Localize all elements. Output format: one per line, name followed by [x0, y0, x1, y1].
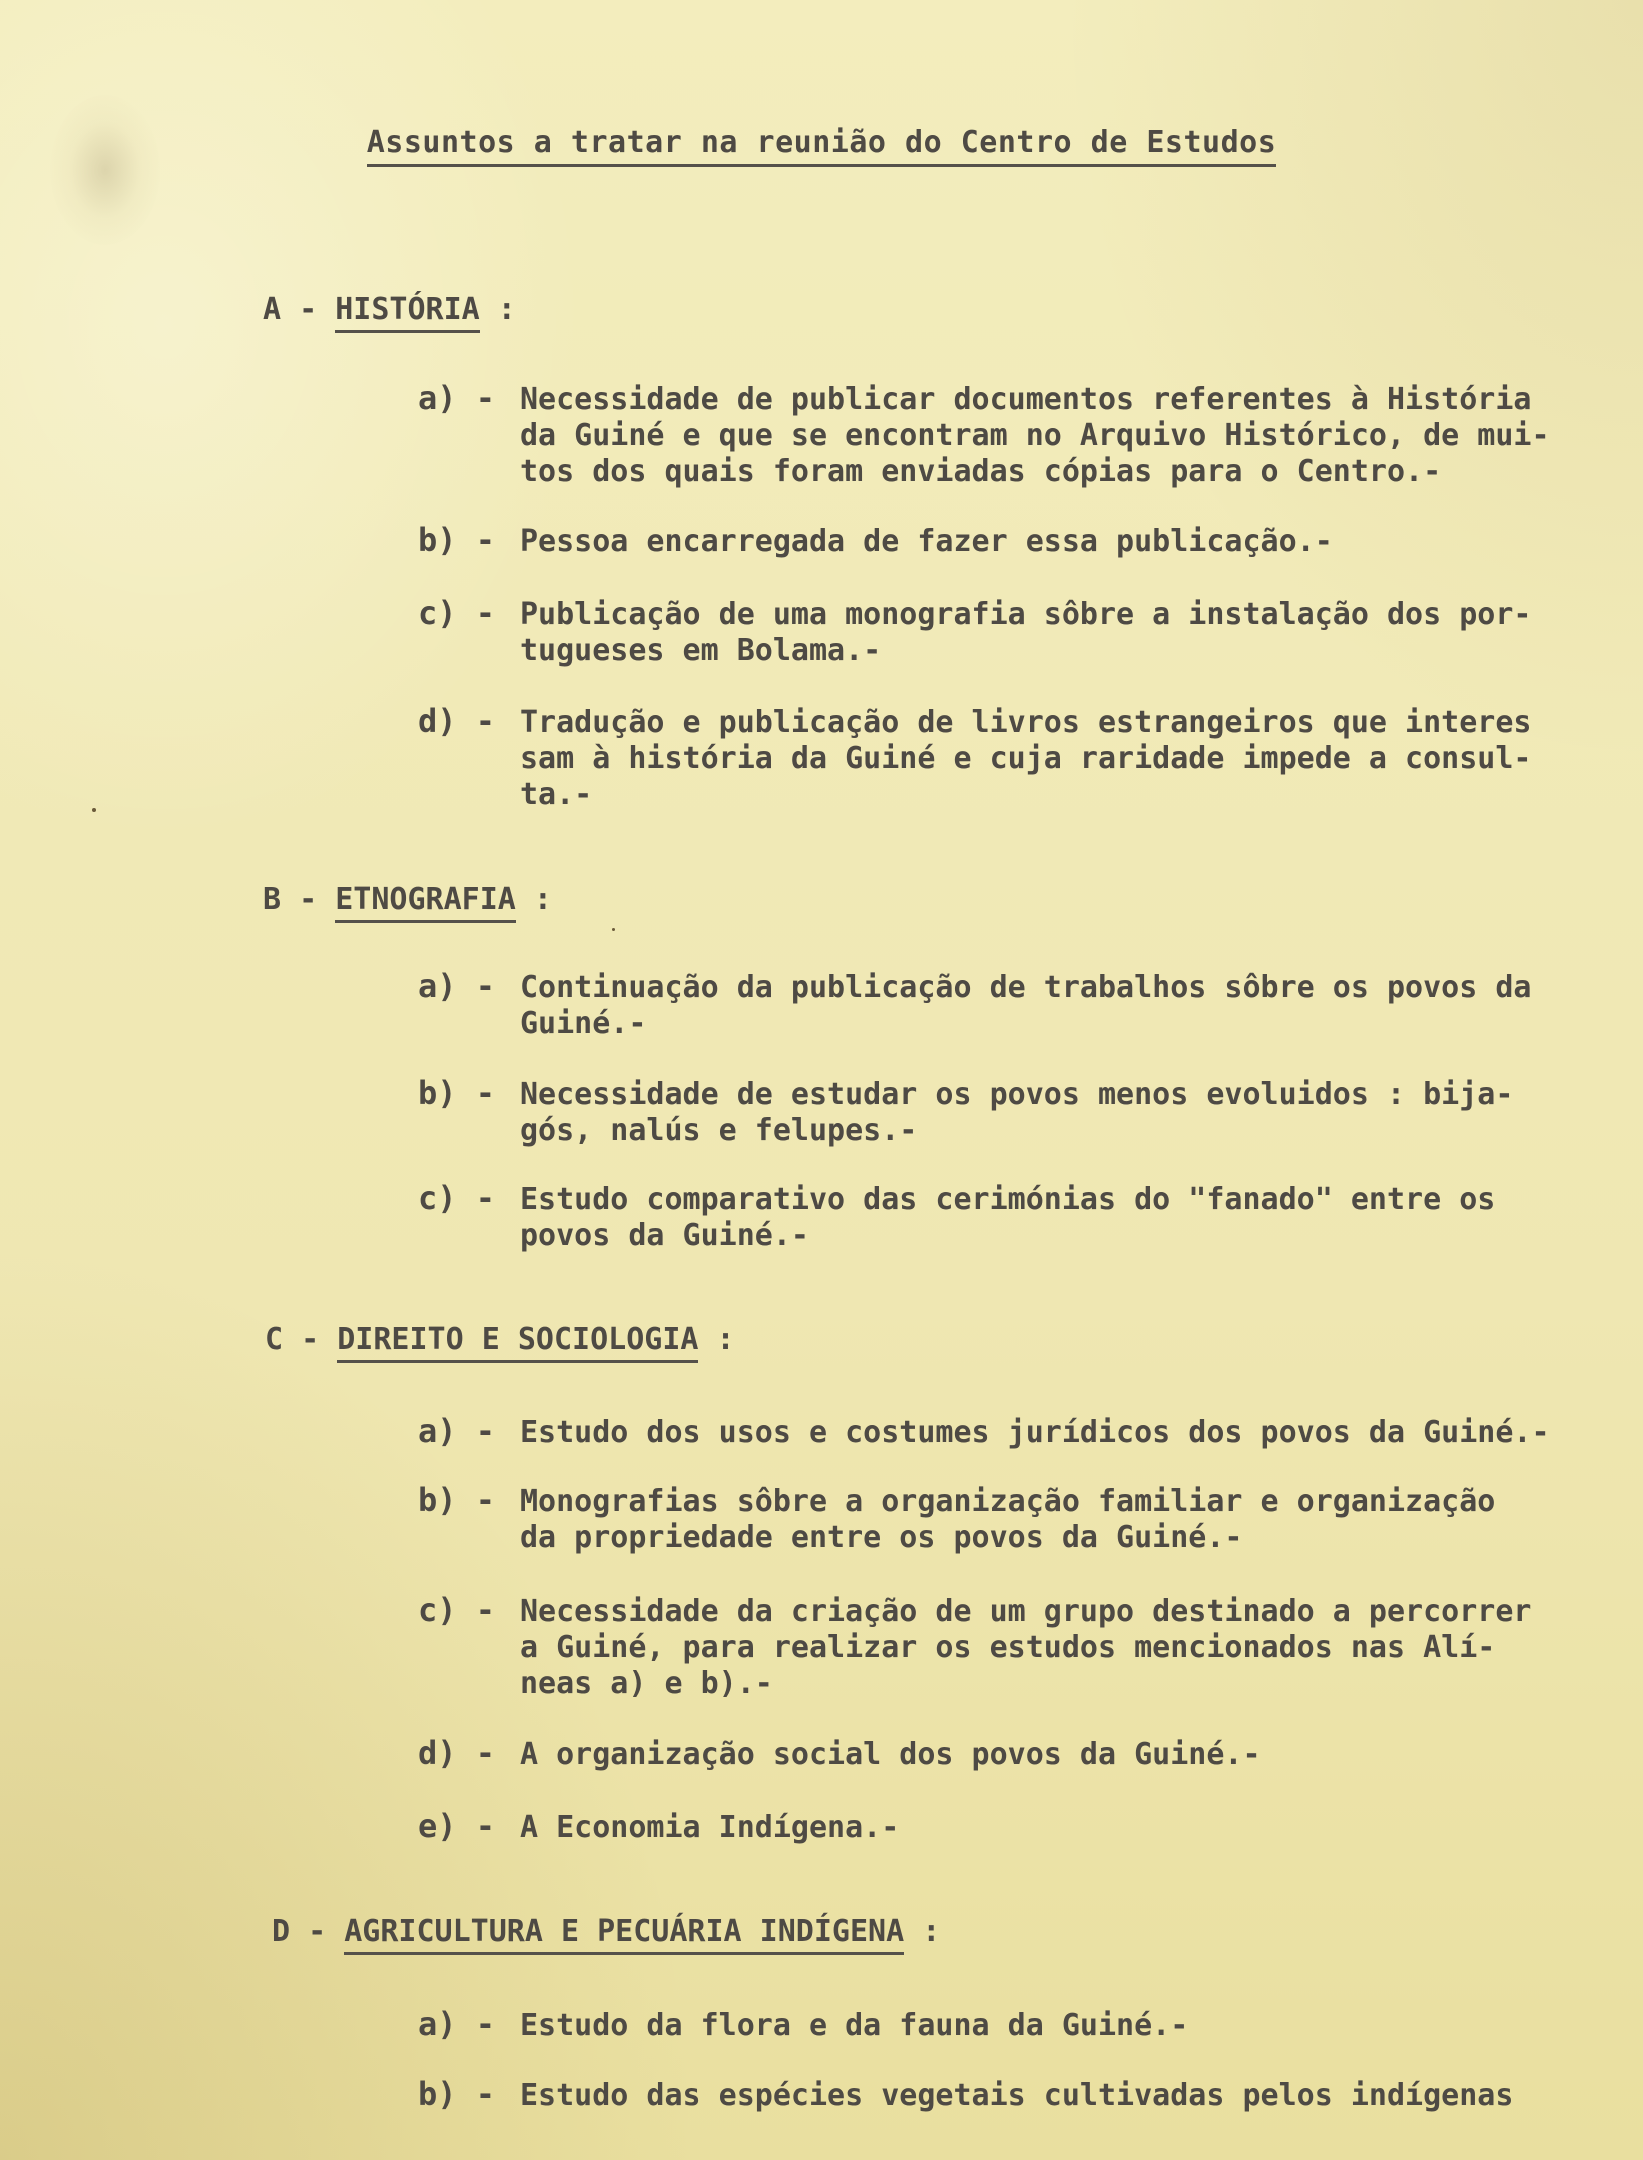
section-c-heading: C - DIREITO E SOCIOLOGIA : [265, 1322, 735, 1357]
section-a-item-b: b) - Pessoa encarregada de fazer essa publicação.- [418, 521, 1333, 559]
section-b-item-a: a) - Continuação da publicação de trabalhos sôbre os povos da Guiné.- [418, 967, 1532, 1041]
section-d-item-a: a) - Estudo da flora e da fauna da Guiné.- [418, 2005, 1189, 2043]
section-c-item-c: c) - Necessidade da criação de um grupo destinado a percorrer a Guiné, para realizar os estudos mencionados nas Alí- neas a) e b).- [418, 1591, 1532, 1701]
section-d-heading: D - AGRICULTURA E PECUÁRIA INDÍGENA : [272, 1914, 940, 1949]
section-d-item-b: b) - Estudo das espécies vegetais cultivadas pelos indígenas [418, 2075, 1514, 2113]
section-a-item-d: d) - Tradução e publicação de livros estrangeiros que interes sam à história da Guiné e cuja raridade impede a consul- ta.- [418, 702, 1532, 812]
paper-speck [92, 808, 96, 812]
section-c-item-d: d) - A organização social dos povos da Guiné.- [418, 1734, 1261, 1772]
section-b-heading: B - ETNOGRAFIA : [263, 882, 552, 917]
section-c-item-a: a) - Estudo dos usos e costumes jurídicos dos povos da Guiné.- [418, 1412, 1550, 1450]
paper-stain [50, 95, 160, 245]
section-a-item-c: c) - Publicação de uma monografia sôbre a instalação dos por- tugueses em Bolama.- [418, 594, 1532, 668]
document-title: Assuntos a tratar na reunião do Centro de Estudos [0, 125, 1643, 160]
section-a-heading: A - HISTÓRIA : [263, 292, 516, 327]
section-b-item-c: c) - Estudo comparativo das cerimónias do "fanado" entre os povos da Guiné.- [418, 1179, 1496, 1253]
paper-speck [612, 928, 615, 931]
section-b-item-b: b) - Necessidade de estudar os povos menos evoluidos : bija- gós, nalús e felupes.- [418, 1074, 1514, 1148]
section-c-item-e: e) - A Economia Indígena.- [418, 1807, 900, 1845]
section-c-item-b: b) - Monografias sôbre a organização familiar e organização da propriedade entre os povos da Guiné.- [418, 1481, 1496, 1555]
section-a-item-a: a) - Necessidade de publicar documentos referentes à História da Guiné e que se encontram no Arquivo Histórico, de mui- tos dos quais foram enviadas cópias para o Centro.- [418, 379, 1550, 489]
